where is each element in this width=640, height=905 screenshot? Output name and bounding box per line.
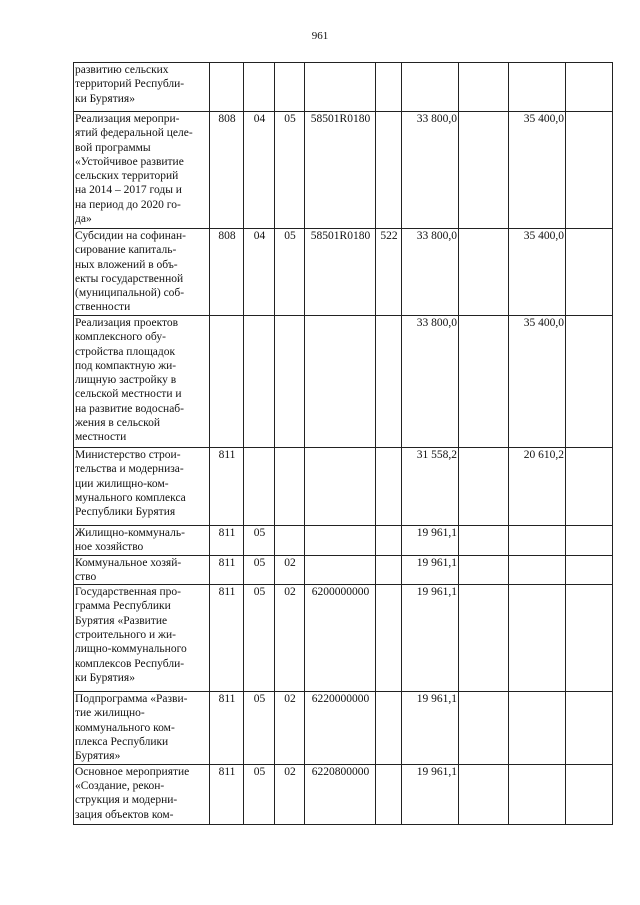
cell-expense-type (376, 692, 402, 764)
cell-expense-type (376, 764, 402, 824)
table-row (74, 555, 613, 585)
cell-amount-3: 20 610,2 (509, 448, 566, 526)
cell-target-article: 58501R0180 (305, 112, 376, 229)
cell-ministry-code: 811 (210, 526, 244, 556)
cell-amount-3: 35 400,0 (509, 316, 566, 448)
table-row (74, 692, 613, 764)
cell-amount-3 (509, 555, 566, 585)
cell-section-code: 05 (244, 555, 275, 585)
cell-amount-1: 31 558,2 (402, 448, 459, 526)
cell-section-code: 05 (244, 585, 275, 692)
cell-amount-4 (566, 448, 613, 526)
cell-amount-3 (509, 585, 566, 692)
cell-amount-4 (566, 764, 613, 824)
cell-amount-4 (566, 555, 613, 585)
cell-expense-type (376, 585, 402, 692)
cell-name: Государственная про- грамма Республики Бурятия «Развитие строительного и жи- лищно-коммунального комплексов Республи- ки Бурятия» (74, 585, 210, 692)
cell-name: Коммунальное хозяй- ство (74, 555, 210, 585)
cell-name: Реализация меропри- ятий федеральной целе- вой программы «Устойчивое развитие сельских территорий на 2014 – 2017 годы и на период до 2020 го- да» (74, 112, 210, 229)
cell-amount-1: 19 961,1 (402, 526, 459, 556)
cell-section-code (244, 316, 275, 448)
cell-amount-2 (459, 448, 509, 526)
cell-name: Реализация проектов комплексного обу- стройства площадок под компактную жи- лищную застройку в сельской местности и на развитие водоснаб- жения в сельской местности (74, 316, 210, 448)
cell-name: Субсидии на софинан- сирование капиталь- ных вложений в объ- екты государственной (муниципальной) соб- ственности (74, 229, 210, 316)
table-row (74, 112, 613, 229)
table-row (74, 526, 613, 556)
cell-amount-1: 33 800,0 (402, 112, 459, 229)
cell-amount-4 (566, 112, 613, 229)
cell-amount-3 (509, 526, 566, 556)
cell-ministry-code (210, 63, 244, 112)
cell-amount-3: 35 400,0 (509, 112, 566, 229)
cell-expense-type (376, 448, 402, 526)
cell-expense-type (376, 63, 402, 112)
cell-name: развитию сельских территорий Республи- ки Бурятия» (74, 63, 210, 112)
cell-expense-type (376, 526, 402, 556)
cell-expense-type: 522 (376, 229, 402, 316)
cell-amount-3 (509, 692, 566, 764)
table-row (74, 229, 613, 316)
cell-amount-2 (459, 63, 509, 112)
cell-amount-2 (459, 585, 509, 692)
cell-amount-2 (459, 316, 509, 448)
table-row (74, 585, 613, 692)
cell-target-article (305, 526, 376, 556)
cell-expense-type (376, 316, 402, 448)
cell-name: Подпрограмма «Разви- тие жилищно- коммунального ком- плекса Республики Бурятия» (74, 692, 210, 764)
cell-subsection-code (275, 526, 305, 556)
cell-name: Министерство строи- тельства и модерниза- ции жилищно-ком- мунального комплекса Республики Бурятия (74, 448, 210, 526)
cell-ministry-code: 808 (210, 112, 244, 229)
cell-amount-1 (402, 63, 459, 112)
cell-ministry-code (210, 316, 244, 448)
cell-section-code: 05 (244, 692, 275, 764)
cell-subsection-code: 02 (275, 692, 305, 764)
cell-subsection-code: 02 (275, 555, 305, 585)
cell-subsection-code: 05 (275, 112, 305, 229)
cell-amount-1: 19 961,1 (402, 692, 459, 764)
page-number: 961 (311, 30, 329, 42)
cell-subsection-code (275, 316, 305, 448)
cell-amount-2 (459, 526, 509, 556)
cell-target-article: 6220800000 (305, 764, 376, 824)
cell-ministry-code: 811 (210, 585, 244, 692)
cell-amount-2 (459, 555, 509, 585)
cell-amount-4 (566, 526, 613, 556)
cell-section-code: 05 (244, 526, 275, 556)
cell-ministry-code: 811 (210, 555, 244, 585)
cell-expense-type (376, 555, 402, 585)
cell-amount-1: 19 961,1 (402, 585, 459, 692)
cell-amount-4 (566, 63, 613, 112)
cell-section-code (244, 63, 275, 112)
cell-ministry-code: 811 (210, 692, 244, 764)
table-row (74, 764, 613, 824)
cell-target-article: 58501R0180 (305, 229, 376, 316)
cell-subsection-code: 05 (275, 229, 305, 316)
cell-subsection-code (275, 448, 305, 526)
cell-section-code: 04 (244, 229, 275, 316)
cell-section-code (244, 448, 275, 526)
cell-target-article (305, 555, 376, 585)
cell-section-code: 04 (244, 112, 275, 229)
cell-expense-type (376, 112, 402, 229)
cell-amount-2 (459, 229, 509, 316)
cell-subsection-code: 02 (275, 764, 305, 824)
cell-amount-2 (459, 764, 509, 824)
cell-target-article (305, 448, 376, 526)
table-body (74, 63, 613, 825)
cell-ministry-code: 808 (210, 229, 244, 316)
cell-amount-2 (459, 112, 509, 229)
cell-ministry-code: 811 (210, 764, 244, 824)
table-row (74, 316, 613, 448)
cell-target-article: 6200000000 (305, 585, 376, 692)
cell-section-code: 05 (244, 764, 275, 824)
cell-amount-4 (566, 585, 613, 692)
cell-amount-3 (509, 63, 566, 112)
cell-target-article (305, 63, 376, 112)
cell-target-article: 6220000000 (305, 692, 376, 764)
cell-amount-2 (459, 692, 509, 764)
cell-amount-1: 19 961,1 (402, 764, 459, 824)
table-row (74, 63, 613, 112)
budget-table (73, 62, 613, 825)
cell-subsection-code (275, 63, 305, 112)
cell-target-article (305, 316, 376, 448)
cell-ministry-code: 811 (210, 448, 244, 526)
cell-amount-4 (566, 692, 613, 764)
table-row (74, 448, 613, 526)
cell-amount-4 (566, 229, 613, 316)
cell-name: Основное мероприятие «Создание, рекон- струкция и модерни- зация объектов ком- (74, 764, 210, 824)
cell-amount-1: 19 961,1 (402, 555, 459, 585)
cell-amount-3: 35 400,0 (509, 229, 566, 316)
cell-amount-1: 33 800,0 (402, 316, 459, 448)
cell-amount-1: 33 800,0 (402, 229, 459, 316)
cell-subsection-code: 02 (275, 585, 305, 692)
cell-amount-3 (509, 764, 566, 824)
cell-amount-4 (566, 316, 613, 448)
cell-name: Жилищно-коммуналь- ное хозяйство (74, 526, 210, 556)
